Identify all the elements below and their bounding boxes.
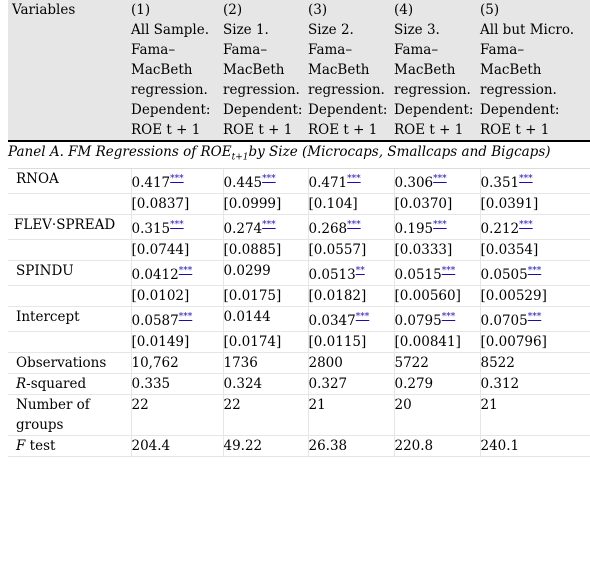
significance-link[interactable]: *** <box>527 311 542 322</box>
header-col-4: (4) Size 3. Fama– MacBeth regression. Dependent: ROE t + 1 <box>394 0 480 141</box>
row-label: Observations <box>8 352 131 373</box>
significance-link[interactable]: *** <box>347 173 361 184</box>
header-col-3: (3) Size 2. Fama– MacBeth regression. Dependent: ROE t + 1 <box>308 0 394 141</box>
se-cell: [0.00529] <box>480 285 590 306</box>
stat-cell: 21 <box>480 394 590 435</box>
stat-cell: 8522 <box>480 352 590 373</box>
significance-link[interactable]: *** <box>519 219 533 230</box>
significance-link[interactable]: *** <box>433 219 447 230</box>
se-cell: [0.00841] <box>394 331 480 352</box>
significance-link[interactable]: *** <box>178 265 193 276</box>
se-cell: [0.0333] <box>394 239 480 260</box>
significance-link[interactable]: *** <box>347 219 361 230</box>
coef-cell: 0.471*** <box>308 168 394 193</box>
table-row <box>8 435 590 456</box>
coef-cell: 0.0587*** <box>131 306 223 331</box>
stat-cell: 220.8 <box>394 435 480 456</box>
significance-link[interactable]: *** <box>527 265 542 276</box>
stat-cell: 2800 <box>308 352 394 373</box>
stat-cell: 26.38 <box>308 435 394 456</box>
header-col-2: (2) Size 1. Fama– MacBeth regression. Dependent: ROE t + 1 <box>223 0 308 141</box>
panel-title: Panel A. FM Regressions of $ROE_{t+1}by$ Size (Microcaps, Smallcaps and Bigcaps) <box>8 141 590 168</box>
significance-link[interactable]: *** <box>262 219 276 230</box>
coef-cell: 0.274*** <box>223 214 308 239</box>
stat-cell: 0.324 <box>223 373 308 394</box>
coef-cell: 0.306*** <box>394 168 480 193</box>
significance-link[interactable]: *** <box>441 311 456 322</box>
se-cell: [0.0744] <box>131 239 223 260</box>
coef-cell: 0.0347*** <box>308 306 394 331</box>
coef-cell: 0.0705*** <box>480 306 590 331</box>
coef-cell: 0.445*** <box>223 168 308 193</box>
stat-cell: 5722 <box>394 352 480 373</box>
header-variables: Variables <box>8 0 131 141</box>
table-row <box>8 373 590 394</box>
significance-link[interactable]: *** <box>519 173 533 184</box>
table-row <box>8 214 590 239</box>
se-cell: [0.0354] <box>480 239 590 260</box>
se-cell: [0.0557] <box>308 239 394 260</box>
stat-cell: 1736 <box>223 352 308 373</box>
se-cell: [0.0182] <box>308 285 394 306</box>
se-cell: [0.00560] <box>394 285 480 306</box>
coef-cell: 0.0412*** <box>131 260 223 285</box>
coef-cell: 0.0299 <box>223 260 308 285</box>
stat-cell: 0.335 <box>131 373 223 394</box>
row-label: RNOA <box>8 168 131 193</box>
se-cell: [0.0885] <box>223 239 308 260</box>
coef-cell: 0.0795*** <box>394 306 480 331</box>
row-label: SPINDU <box>8 260 131 285</box>
stat-cell: 22 <box>131 394 223 435</box>
se-cell: [0.0102] <box>131 285 223 306</box>
coef-cell: 0.351*** <box>480 168 590 193</box>
se-cell: [0.0174] <box>223 331 308 352</box>
table-row <box>8 352 590 373</box>
table-row <box>8 168 590 193</box>
se-cell: [0.104] <box>308 193 394 214</box>
table-row <box>8 285 590 306</box>
significance-link[interactable]: *** <box>178 311 193 322</box>
significance-link[interactable]: *** <box>170 219 184 230</box>
header-col-1: (1) All Sample. Fama– MacBeth regression. Dependent: ROE t + 1 <box>131 0 223 141</box>
stat-cell: 20 <box>394 394 480 435</box>
significance-link[interactable]: *** <box>170 173 184 184</box>
coef-cell: 0.212*** <box>480 214 590 239</box>
stat-cell: 0.312 <box>480 373 590 394</box>
stat-cell: 0.327 <box>308 373 394 394</box>
coef-cell: 0.195*** <box>394 214 480 239</box>
coef-cell: 0.0515*** <box>394 260 480 285</box>
row-label: FLEV·SPREAD <box>8 214 131 239</box>
coef-cell: 0.0505*** <box>480 260 590 285</box>
table-row <box>8 239 590 260</box>
se-cell: [0.00796] <box>480 331 590 352</box>
table-row <box>8 260 590 285</box>
table-row <box>8 193 590 214</box>
table-header <box>8 0 590 141</box>
se-cell: [0.0999] <box>223 193 308 214</box>
se-cell: [0.0370] <box>394 193 480 214</box>
coef-cell: 0.315*** <box>131 214 223 239</box>
table-body <box>8 141 590 456</box>
row-label: R-squared <box>8 373 131 394</box>
stat-cell: 21 <box>308 394 394 435</box>
row-label: Number of groups <box>8 394 131 435</box>
stat-cell: 0.279 <box>394 373 480 394</box>
significance-link[interactable]: *** <box>262 173 276 184</box>
row-label: Intercept <box>8 306 131 331</box>
table-row <box>8 306 590 331</box>
significance-link[interactable]: ** <box>355 265 365 276</box>
panel-title-row <box>8 141 590 168</box>
coef-cell: 0.417*** <box>131 168 223 193</box>
se-cell: [0.0149] <box>131 331 223 352</box>
stat-cell: 204.4 <box>131 435 223 456</box>
row-label: F test <box>8 435 131 456</box>
coef-cell: 0.0513** <box>308 260 394 285</box>
significance-link[interactable]: *** <box>433 173 447 184</box>
stat-cell: 49.22 <box>223 435 308 456</box>
table-row <box>8 394 590 435</box>
coef-cell: 0.0144 <box>223 306 308 331</box>
regression-table <box>8 0 590 457</box>
se-cell: [0.0837] <box>131 193 223 214</box>
table-row <box>8 331 590 352</box>
header-col-5: (5) All but Micro. Fama– MacBeth regression. Dependent: ROE t + 1 <box>480 0 590 141</box>
se-cell: [0.0391] <box>480 193 590 214</box>
significance-link[interactable]: *** <box>355 311 370 322</box>
stat-cell: 10,762 <box>131 352 223 373</box>
stat-cell: 240.1 <box>480 435 590 456</box>
coef-cell: 0.268*** <box>308 214 394 239</box>
se-cell: [0.0175] <box>223 285 308 306</box>
significance-link[interactable]: *** <box>441 265 456 276</box>
se-cell: [0.0115] <box>308 331 394 352</box>
stat-cell: 22 <box>223 394 308 435</box>
